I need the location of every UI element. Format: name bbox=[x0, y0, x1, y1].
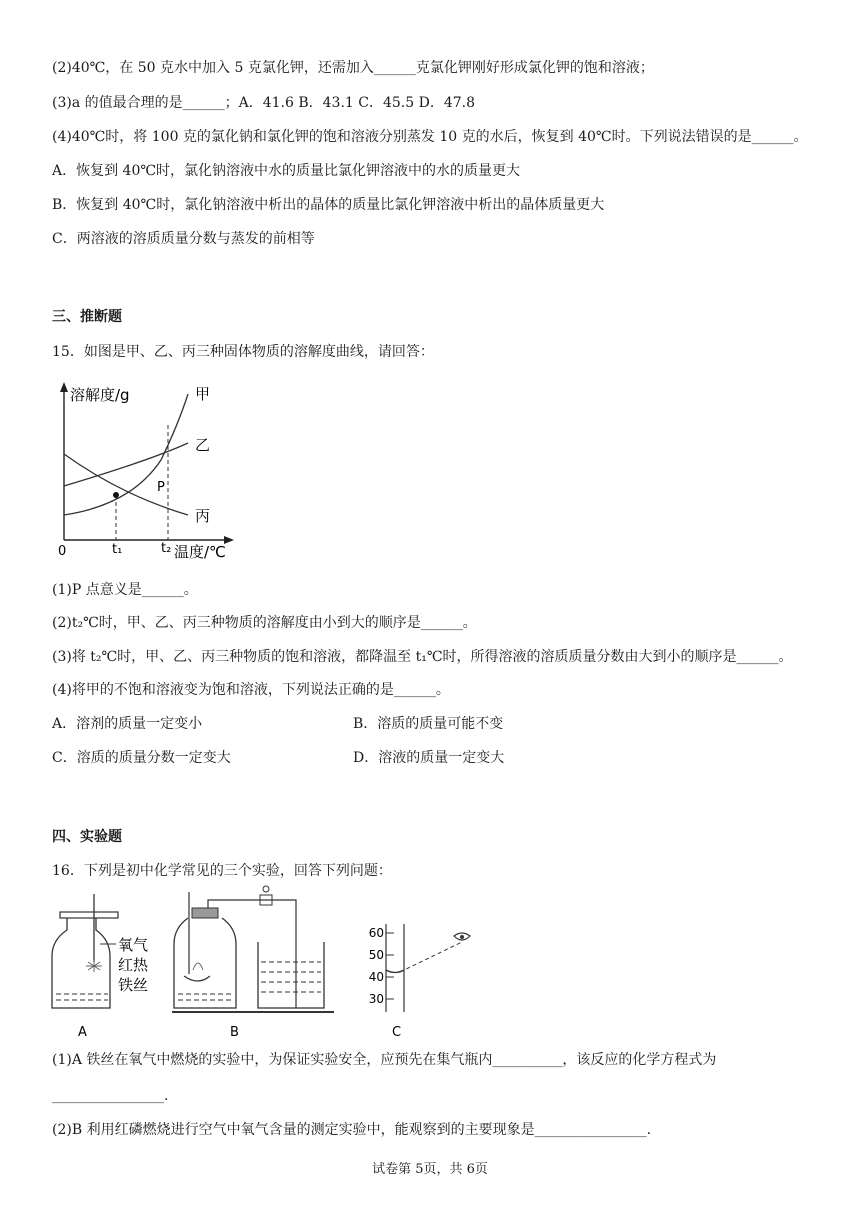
q15-part3: (3)将 t₂℃时，甲、乙、丙三种物质的饱和溶液，都降温至 t₁℃时，所得溶液的溶质质量分数由大到小的顺序是______。 bbox=[52, 649, 793, 665]
section-heading-inference: 三、推断题 bbox=[52, 309, 122, 325]
x-axis-label: 温度/℃ bbox=[174, 543, 226, 561]
bottle-b-stopper bbox=[192, 908, 218, 918]
q16-part2: (2)B 利用红磷燃烧进行空气中氧气含量的测定实验中，能观察到的主要现象是________________. bbox=[52, 1122, 652, 1138]
combustion-spoon bbox=[184, 976, 210, 981]
t2-label: t₂ bbox=[161, 541, 172, 556]
q16-part1-blank: ________________. bbox=[52, 1088, 169, 1104]
curve-jia bbox=[64, 394, 188, 515]
apparatus-a bbox=[52, 894, 149, 1040]
origin-label: 0 bbox=[58, 544, 67, 559]
q15-stem: 15．如图是甲、乙、丙三种固体物质的溶解度曲线，请回答： bbox=[52, 344, 434, 360]
q14-part3: (3)a 的值最合理的是______；A．41.6 B．43.1 C．45.5 D．47.8 bbox=[52, 95, 476, 111]
point-p bbox=[113, 492, 119, 498]
point-p-label: P bbox=[157, 480, 165, 495]
series-label-yi: 乙 bbox=[195, 436, 211, 454]
y-axis-label: 溶解度/g bbox=[70, 386, 130, 404]
beaker-b bbox=[258, 942, 324, 1008]
tick-30: 30 bbox=[368, 992, 384, 1006]
q15-option-d: D．溶液的质量一定变大 bbox=[353, 750, 505, 766]
apparatus-c bbox=[369, 924, 470, 1040]
q16-part1: (1)A 铁丝在氧气中燃烧的实验中，为保证实验安全，应预先在集气瓶内__________，该反应的化学方程式为 bbox=[52, 1052, 717, 1068]
label-iron-wire: 铁丝 bbox=[118, 976, 149, 994]
figure-label-b: B bbox=[230, 1025, 239, 1040]
q14-option-a: A．恢复到 40℃时，氯化钠溶液中水的质量比氯化钾溶液中的水的质量更大 bbox=[52, 163, 521, 179]
tick-60: 60 bbox=[368, 926, 384, 940]
experiment-apparatus-figure bbox=[48, 884, 488, 1044]
q15-option-b: B．溶质的质量可能不变 bbox=[353, 716, 504, 732]
flame-icon bbox=[193, 963, 203, 970]
q14-option-c: C．两溶液的溶质质量分数与蒸发的前相等 bbox=[52, 231, 315, 247]
sight-line bbox=[400, 942, 462, 972]
y-axis-arrow bbox=[60, 382, 68, 392]
q15-option-a: A．溶剂的质量一定变小 bbox=[52, 716, 203, 732]
q14-option-b: B．恢复到 40℃时，氯化钠溶液中析出的晶体的质量比氯化钾溶液中析出的晶体质量更大 bbox=[52, 197, 605, 213]
section-heading-experiment: 四、实验题 bbox=[52, 829, 122, 845]
q15-part2: (2)t₂℃时，甲、乙、丙三种物质的溶解度由小到大的顺序是______。 bbox=[52, 615, 477, 631]
figure-label-a: A bbox=[78, 1025, 87, 1040]
series-label-bing: 丙 bbox=[195, 507, 211, 525]
q15-part1: (1)P 点意义是______。 bbox=[52, 582, 198, 598]
figure-label-c: C bbox=[392, 1025, 402, 1040]
apparatus-b bbox=[172, 886, 334, 1040]
connecting-tube bbox=[208, 900, 296, 1008]
q15-part4: (4)将甲的不饱和溶液变为饱和溶液，下列说法正确的是______。 bbox=[52, 682, 450, 698]
q14-part4: (4)40℃时，将 100 克的氯化钠和氯化钾的饱和溶液分别蒸发 10 克的水后，恢复到 40℃时。下列说法错误的是______。 bbox=[52, 129, 808, 145]
page-footer: 试卷第 5页，共 6页 bbox=[372, 1162, 488, 1177]
q14-part2: (2)40℃，在 50 克水中加入 5 克氯化钾，还需加入______克氯化钾刚好形成氯化钾的饱和溶液； bbox=[52, 60, 654, 76]
curve-yi bbox=[64, 443, 188, 486]
tick-40: 40 bbox=[368, 970, 384, 984]
bottle-a-lid bbox=[60, 912, 118, 918]
spark-icon bbox=[86, 960, 102, 972]
q15-option-c: C．溶质的质量分数一定变大 bbox=[52, 750, 231, 766]
q16-stem: 16．下列是初中化学常见的三个实验，回答下列问题： bbox=[52, 863, 392, 879]
label-red-hot: 红热 bbox=[118, 956, 149, 974]
series-label-jia: 甲 bbox=[195, 385, 211, 403]
t1-label: t₁ bbox=[112, 542, 123, 557]
tick-50: 50 bbox=[368, 948, 384, 962]
label-oxygen: 氧气 bbox=[118, 936, 149, 954]
solubility-curve-graph bbox=[56, 380, 236, 562]
curve-bing bbox=[64, 454, 188, 515]
